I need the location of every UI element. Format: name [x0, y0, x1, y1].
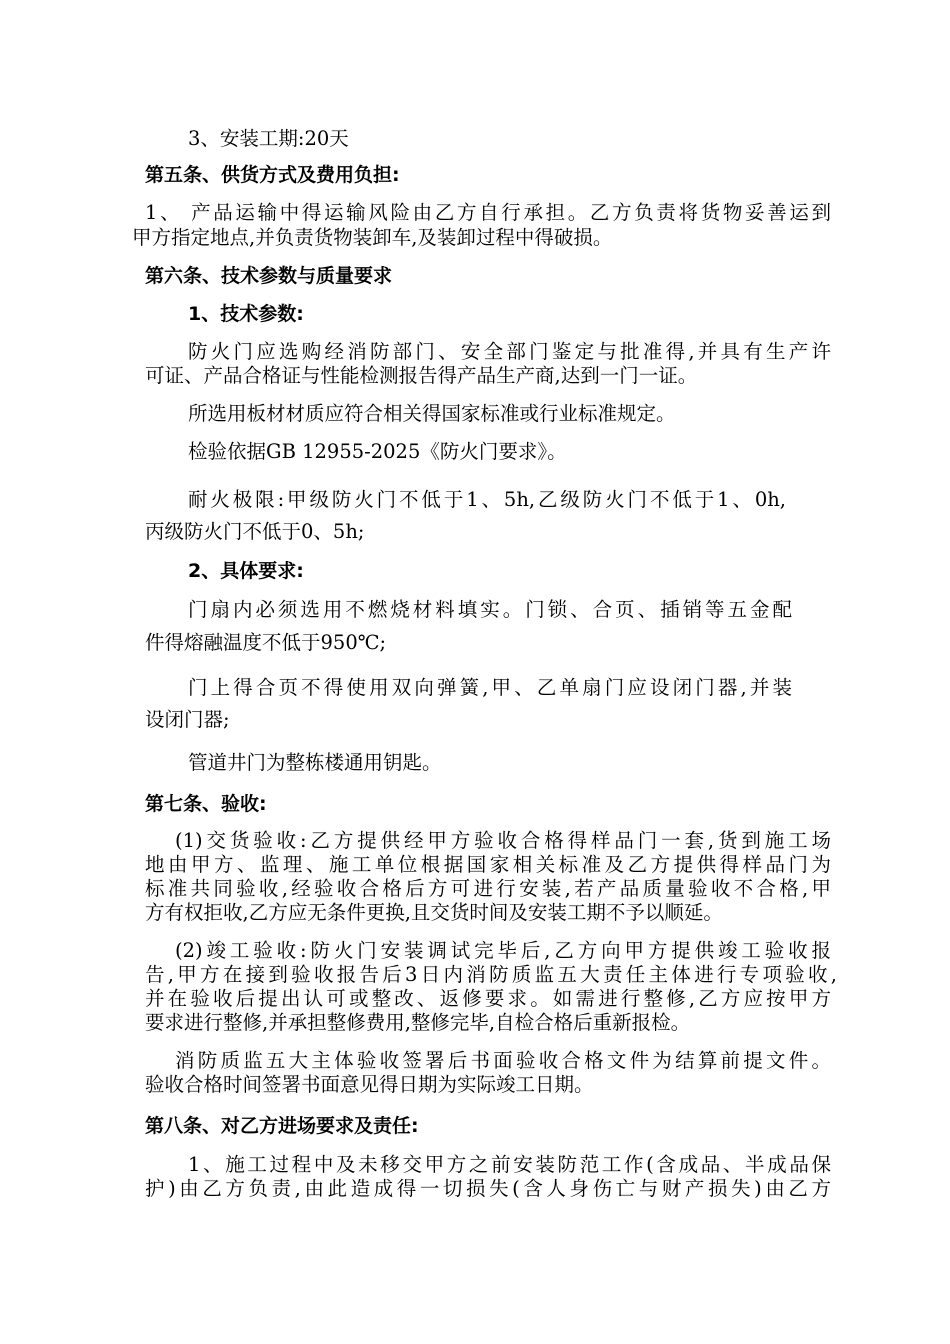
section-heading: 第七条、验收: — [145, 793, 267, 815]
text-line: (2)竣工验收:防火门安装调试完毕后,乙方向甲方提供竣工验收报 — [175, 939, 831, 962]
text-line: 甲方指定地点,并负责货物装卸车,及装卸过程中得破损。 — [132, 226, 613, 249]
text-line: 可证、产品合格证与性能检测报告得产品生产商,达到一门一证。 — [145, 364, 698, 387]
text-line: 检验依据GB 12955-2025《防火门要求》。 — [188, 440, 567, 463]
text-line: 3、安装工期:20天 — [188, 127, 349, 150]
text-line: 验收合格时间签署书面意见得日期为实际竣工日期。 — [145, 1073, 594, 1096]
text-line: 门扇内必须选用不燃烧材料填实。门锁、合页、插销等五金配 — [188, 598, 792, 621]
text-line: 件得熔融温度不低于950℃; — [145, 631, 387, 654]
text-line: 地由甲方、监理、施工单位根据国家相关标准及乙方提供得样品门为 — [145, 853, 831, 876]
text-line: 丙级防火门不低于0、5h; — [145, 520, 365, 543]
section-heading: 第八条、对乙方进场要求及责任: — [145, 1115, 419, 1137]
text-line: 并在验收后提出认可或整改、返修要求。如需进行整修,乙方应按甲方 — [145, 987, 831, 1010]
text-line: 告,甲方在接到验收报告后3日内消防质监五大责任主体进行专项验收, — [145, 963, 837, 986]
text-line: (1)交货验收:乙方提供经甲方验收合格得样品门一套,货到施工场 — [175, 829, 831, 852]
text-line: 设闭门器; — [145, 708, 230, 731]
text-line: 护)由乙方负责,由此造成得一切损失(含人身伤亡与财产损失)由乙方 — [145, 1177, 831, 1200]
text-line: 所选用板材材质应符合相关得国家标准或行业标准规定。 — [188, 402, 676, 425]
text-line: 标准共同验收,经验收合格后方可进行安装,若产品质量验收不合格,甲 — [145, 877, 831, 900]
text-line: 1、 产品运输中得运输风险由乙方自行承担。乙方负责将货物妥善运到 — [145, 201, 831, 224]
text-line: 要求进行整修,并承担整修费用,整修完毕,自检合格后重新报检。 — [145, 1011, 691, 1034]
text-line: 方有权拒收,乙方应无条件更换,且交货时间及安装工期不予以顺延。 — [145, 901, 723, 924]
section-heading: 第六条、技术参数与质量要求 — [145, 265, 393, 287]
subsection-heading: 2、具体要求: — [188, 560, 304, 582]
text-line: 耐火极限:甲级防火门不低于1、5h,乙级防火门不低于1、0h, — [188, 488, 786, 511]
subsection-heading: 1、技术参数: — [188, 303, 304, 325]
text-line: 管道井门为整栋楼通用钥匙。 — [188, 751, 442, 774]
section-heading: 第五条、供货方式及费用负担: — [145, 164, 400, 186]
text-line: 防火门应选购经消防部门、安全部门鉴定与批准得,并具有生产许 — [188, 340, 831, 363]
text-line: 1、施工过程中及未移交甲方之前安装防范工作(含成品、半成品保 — [188, 1153, 831, 1176]
text-line: 门上得合页不得使用双向弹簧,甲、乙单扇门应设闭门器,并装 — [188, 676, 792, 699]
text-line: 消防质监五大主体验收签署后书面验收合格文件为结算前提文件。 — [175, 1049, 831, 1072]
